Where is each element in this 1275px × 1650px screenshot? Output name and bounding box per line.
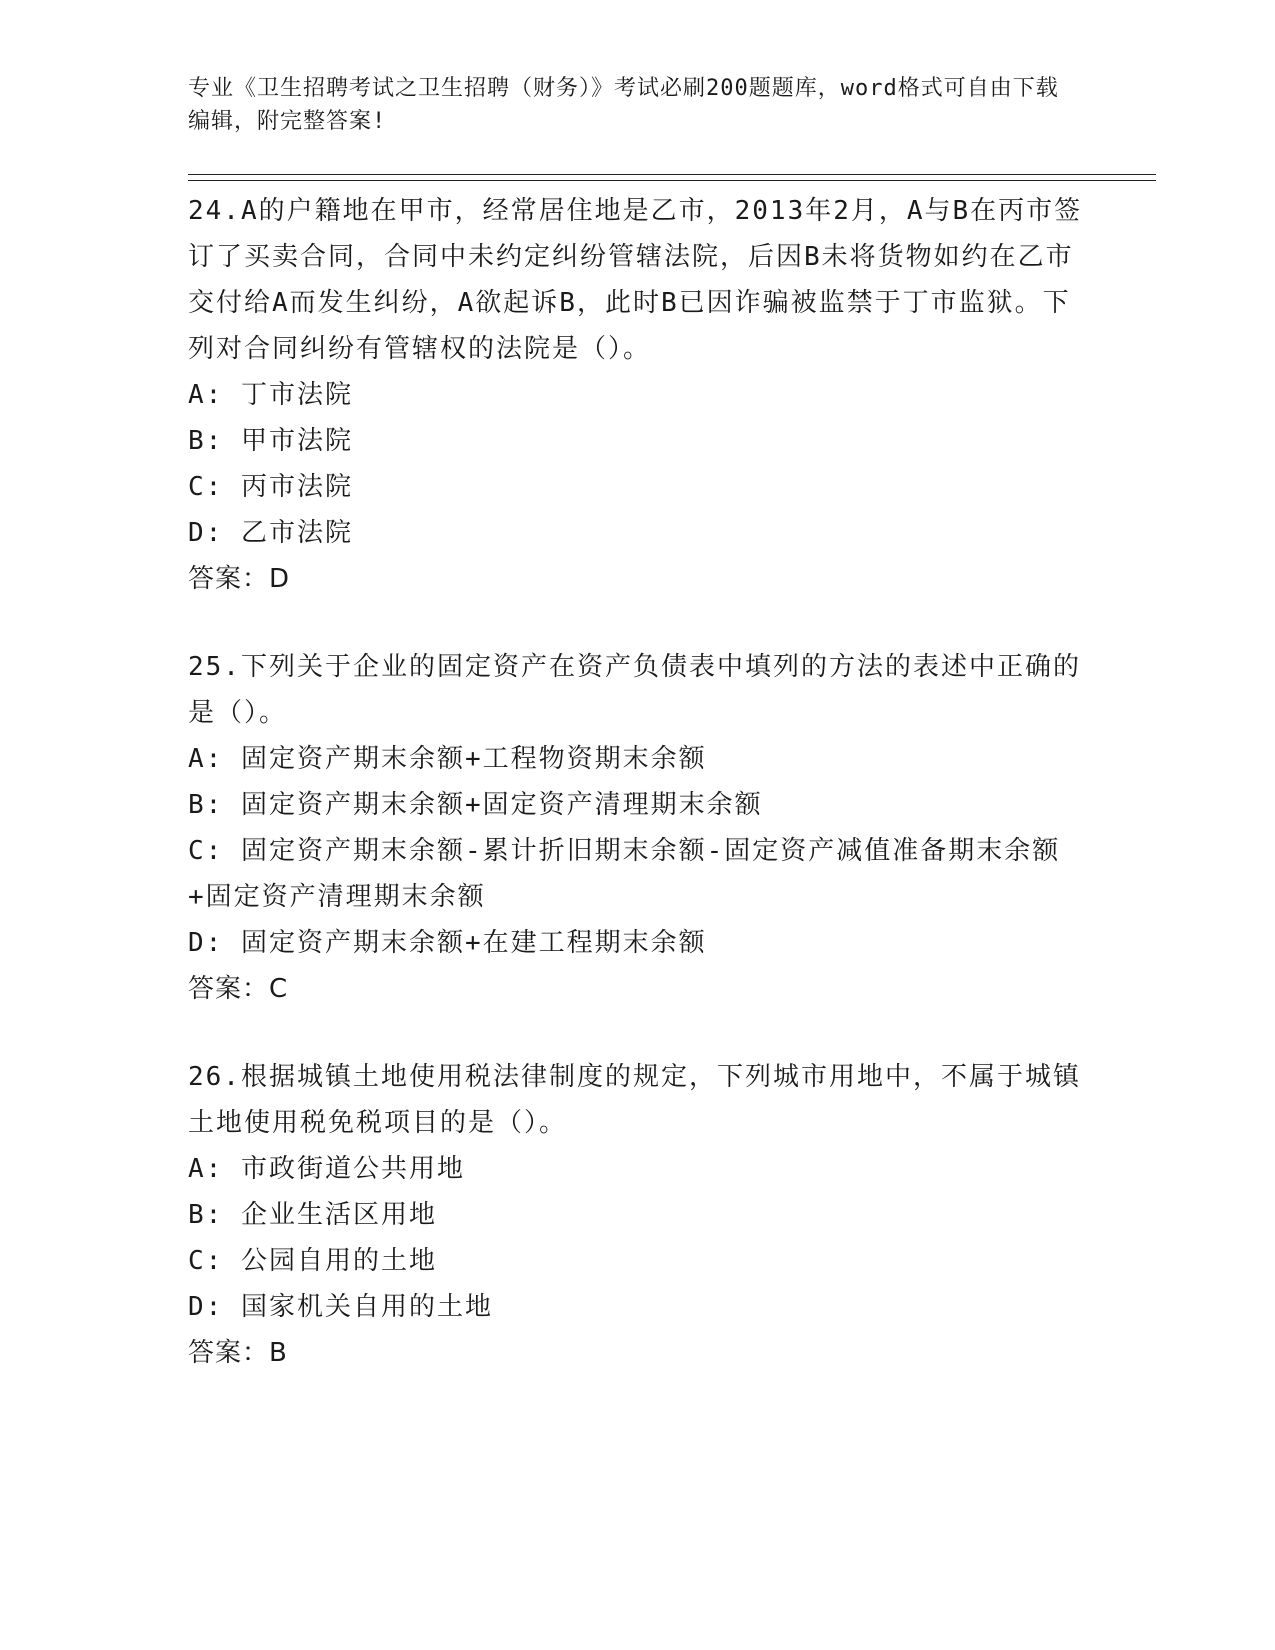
option-a: A: 丁市法院 bbox=[188, 380, 353, 410]
option-b: B: 甲市法院 bbox=[188, 426, 353, 456]
header-divider-top bbox=[188, 174, 1156, 175]
answer: 答案：B bbox=[188, 1338, 288, 1368]
question-stem: 24.A的户籍地在甲市，经常居住地是乙市，2013年2月，A与B在丙市签订了买卖合同，合同中未约定纠纷管辖法院，后因B未将货物如约在乙市交付给A而发生纠纷，A欲起诉B，此时B已因诈骗被监禁于丁市监狱。下列对合同纠纷有管辖权的法院是（）。 bbox=[188, 196, 1083, 364]
question-stem: 26.根据城镇土地使用税法律制度的规定，下列城市用地中，不属于城镇土地使用税免税项目的是（）。 bbox=[188, 1062, 1081, 1138]
option-d: D: 固定资产期末余额+在建工程期末余额 bbox=[188, 928, 707, 958]
option-d: D: 乙市法院 bbox=[188, 518, 353, 548]
option-c: C: 固定资产期末余额-累计折旧期末余额-固定资产减值准备期末余额+固定资产清理期末余额 bbox=[188, 836, 1061, 912]
question-24 bbox=[188, 188, 1088, 602]
option-d: D: 国家机关自用的土地 bbox=[188, 1292, 493, 1322]
option-b: B: 企业生活区用地 bbox=[188, 1200, 437, 1230]
option-b: B: 固定资产期末余额+固定资产清理期末余额 bbox=[188, 790, 763, 820]
question-stem: 25.下列关于企业的固定资产在资产负债表中填列的方法的表述中正确的是（）。 bbox=[188, 652, 1081, 728]
answer: 答案：D bbox=[188, 564, 291, 594]
option-c: C: 公园自用的土地 bbox=[188, 1246, 437, 1276]
document-intro: 专业《卫生招聘考试之卫生招聘（财务）》考试必刷200题题库，word格式可自由下载编辑，附完整答案! bbox=[188, 76, 1059, 134]
option-a: A: 市政街道公共用地 bbox=[188, 1154, 465, 1184]
question-25 bbox=[188, 644, 1088, 1012]
answer: 答案：C bbox=[188, 974, 289, 1004]
option-c: C: 丙市法院 bbox=[188, 472, 353, 502]
question-26 bbox=[188, 1054, 1088, 1376]
option-a: A: 固定资产期末余额+工程物资期末余额 bbox=[188, 744, 707, 774]
header-divider-bottom bbox=[188, 180, 1156, 181]
